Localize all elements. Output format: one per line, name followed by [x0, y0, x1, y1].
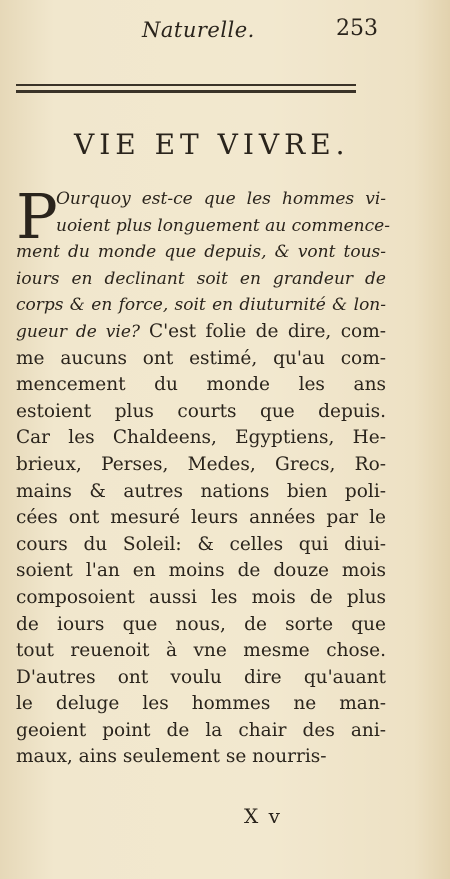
- text-line: [16, 319, 386, 346]
- text-line: me aucuns ont estimé, qu'au com-: [16, 347, 386, 369]
- text-line: composoient aussi les mois de plus: [16, 586, 386, 608]
- text-line: tout reuenoit à vne mesme chose.: [16, 640, 386, 662]
- text-line: corps & en force, soit en diuturnité & lon-: [16, 295, 386, 316]
- catchword: X v: [244, 804, 282, 828]
- text-line: D'autres ont voulu dire qu'auant: [16, 666, 386, 688]
- header-rule-thin: [16, 84, 356, 86]
- text-line: Car les Chaldeens, Egyptiens, He-: [16, 427, 386, 449]
- italic-segment: gueur de vie?: [16, 321, 149, 342]
- drop-cap: P: [16, 180, 58, 253]
- page-header: [0, 18, 450, 48]
- page-number: 253: [336, 16, 378, 41]
- section-title: VIE ET VIVRE.: [74, 128, 350, 161]
- text-line: maux, ains seulement se nourris-: [16, 746, 327, 768]
- text-line: geoient point de la chair des ani-: [16, 719, 386, 741]
- text-line: brieux, Perses, Medes, Grecs, Ro-: [16, 453, 386, 475]
- text-line: estoient plus courts que depuis.: [16, 400, 386, 422]
- body-text: [16, 180, 390, 771]
- text-line: cours du Soleil: & celles qui diui-: [16, 533, 386, 555]
- text-line: mencement du monde les ans: [16, 374, 386, 396]
- text-line: ment du monde que depuis, & vont tous-: [16, 242, 386, 263]
- text-line: soient l'an en moins de douze mois: [16, 560, 386, 582]
- text-line: cées ont mesuré leurs années par le: [16, 507, 386, 529]
- roman-segment: C'est folie de dire, com-: [148, 320, 386, 342]
- text-line: mains & autres nations bien poli-: [16, 480, 386, 502]
- text-line: uoient plus longuement au commence-: [56, 215, 390, 236]
- text-line: Ourquoy est-ce que les hommes vi-: [56, 189, 386, 209]
- text-line: de iours que nous, de sorte que: [16, 613, 386, 635]
- running-head: Naturelle.: [142, 18, 255, 42]
- text-line: le deluge les hommes ne man-: [16, 693, 386, 715]
- header-rule-thick: [16, 90, 356, 93]
- text-line: iours en declinant soit en grandeur de: [16, 268, 386, 289]
